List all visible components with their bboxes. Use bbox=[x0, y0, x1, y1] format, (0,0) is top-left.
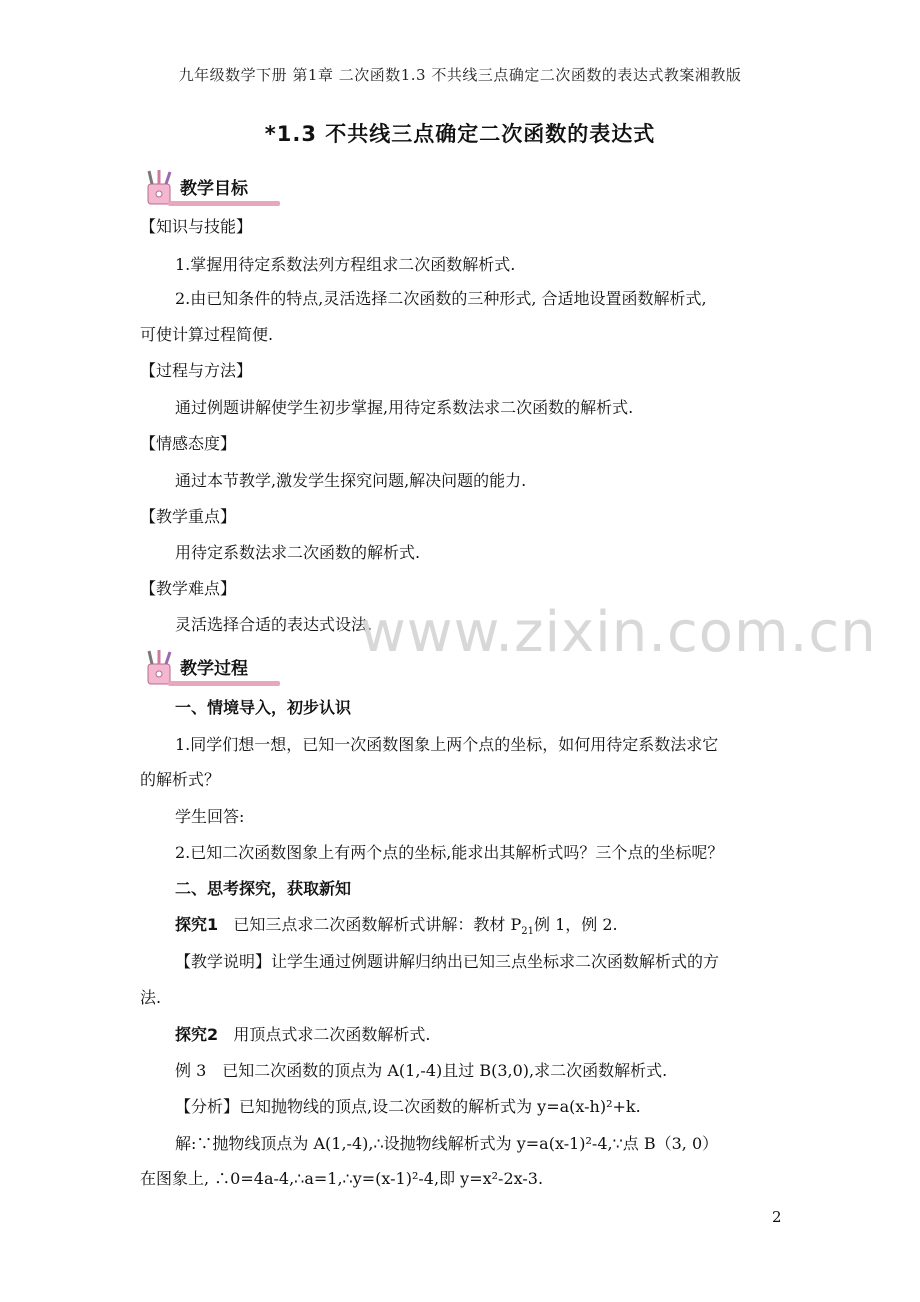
explore-label: 探究1 bbox=[175, 915, 219, 934]
section-badge-process bbox=[140, 648, 290, 688]
paragraph: 1.掌握用待定系数法列方程组求二次函数解析式. bbox=[175, 255, 516, 274]
heading-attitude: 【情感态度】 bbox=[140, 434, 237, 453]
solution: 解:∵抛物线顶点为 A(1,-4),∴设抛物线解析式为 y=a(x-1)²-4,∵点 B（3, 0） bbox=[175, 1134, 719, 1153]
paragraph: 通过例题讲解使学生初步掌握,用待定系数法求二次函数的解析式. bbox=[175, 398, 634, 417]
subheading-explore: 二、思考探究，获取新知 bbox=[175, 879, 352, 898]
paragraph: 灵活选择合适的表达式设法. bbox=[175, 615, 373, 634]
paragraph: 2.已知二次函数图象上有两个点的坐标,能求出其解析式吗？三个点的坐标呢？ bbox=[175, 843, 724, 862]
heading-difficulty: 【教学难点】 bbox=[140, 579, 237, 598]
section-badge-goals bbox=[140, 168, 290, 208]
paragraph: 可使计算过程简便. bbox=[140, 325, 274, 344]
section-badge-label: 教学过程 bbox=[180, 659, 248, 679]
paragraph: 法. bbox=[140, 988, 162, 1007]
paragraph: 2.由已知条件的特点,灵活选择二次函数的三种形式, 合适地设置函数解析式, bbox=[175, 289, 707, 308]
page-ref-subscript: 21 bbox=[521, 926, 534, 938]
watermark: www.zixin.com.cn bbox=[360, 600, 877, 665]
analysis: 【分析】已知抛物线的顶点,设二次函数的解析式为 y=a(x-h)²+k. bbox=[175, 1097, 641, 1116]
example-3: 例 3 已知二次函数的顶点为 A(1,-4)且过 B(3,0),求二次函数解析式. bbox=[175, 1061, 668, 1080]
paragraph: 【教学说明】让学生通过例题讲解归纳出已知三点坐标求二次函数解析式的方 bbox=[175, 952, 720, 971]
paragraph-explore-1 bbox=[175, 914, 825, 943]
section-badge-label: 教学目标 bbox=[180, 179, 248, 199]
paragraph-explore-2 bbox=[175, 1024, 825, 1046]
paragraph: 学生回答: bbox=[175, 807, 245, 826]
paragraph: 用待定系数法求二次函数的解析式. bbox=[175, 543, 421, 562]
paragraph: 1.同学们想一想，已知一次函数图象上两个点的坐标，如何用待定系数法求它 bbox=[175, 735, 719, 754]
explore-text: 已知三点求二次函数解析式讲解：教材 P bbox=[233, 915, 522, 934]
heading-key-point: 【教学重点】 bbox=[140, 507, 237, 526]
page-header: 九年级数学下册 第1章 二次函数1.3 不共线三点确定二次函数的表达式教案湘教版 bbox=[178, 66, 742, 84]
explore-text: 用顶点式求二次函数解析式. bbox=[233, 1025, 431, 1044]
heading-process: 【过程与方法】 bbox=[140, 361, 253, 380]
subheading-intro: 一、情境导入，初步认识 bbox=[175, 698, 352, 717]
page-title: *1.3 不共线三点确定二次函数的表达式 bbox=[264, 122, 656, 146]
paragraph: 的解析式？ bbox=[140, 770, 221, 789]
solution-cont: 在图象上, ∴0=4a-4,∴a=1,∴y=(x-1)²-4,即 y=x²-2x-3. bbox=[140, 1169, 544, 1188]
badge-underline bbox=[168, 201, 280, 206]
explore-label: 探究2 bbox=[175, 1025, 219, 1044]
explore-text: 例 1，例 2. bbox=[534, 915, 618, 934]
badge-underline bbox=[168, 681, 280, 686]
page-number: 2 bbox=[772, 1208, 782, 1226]
heading-knowledge: 【知识与技能】 bbox=[140, 217, 253, 236]
paragraph: 通过本节教学,激发学生探究问题,解决问题的能力. bbox=[175, 471, 527, 490]
